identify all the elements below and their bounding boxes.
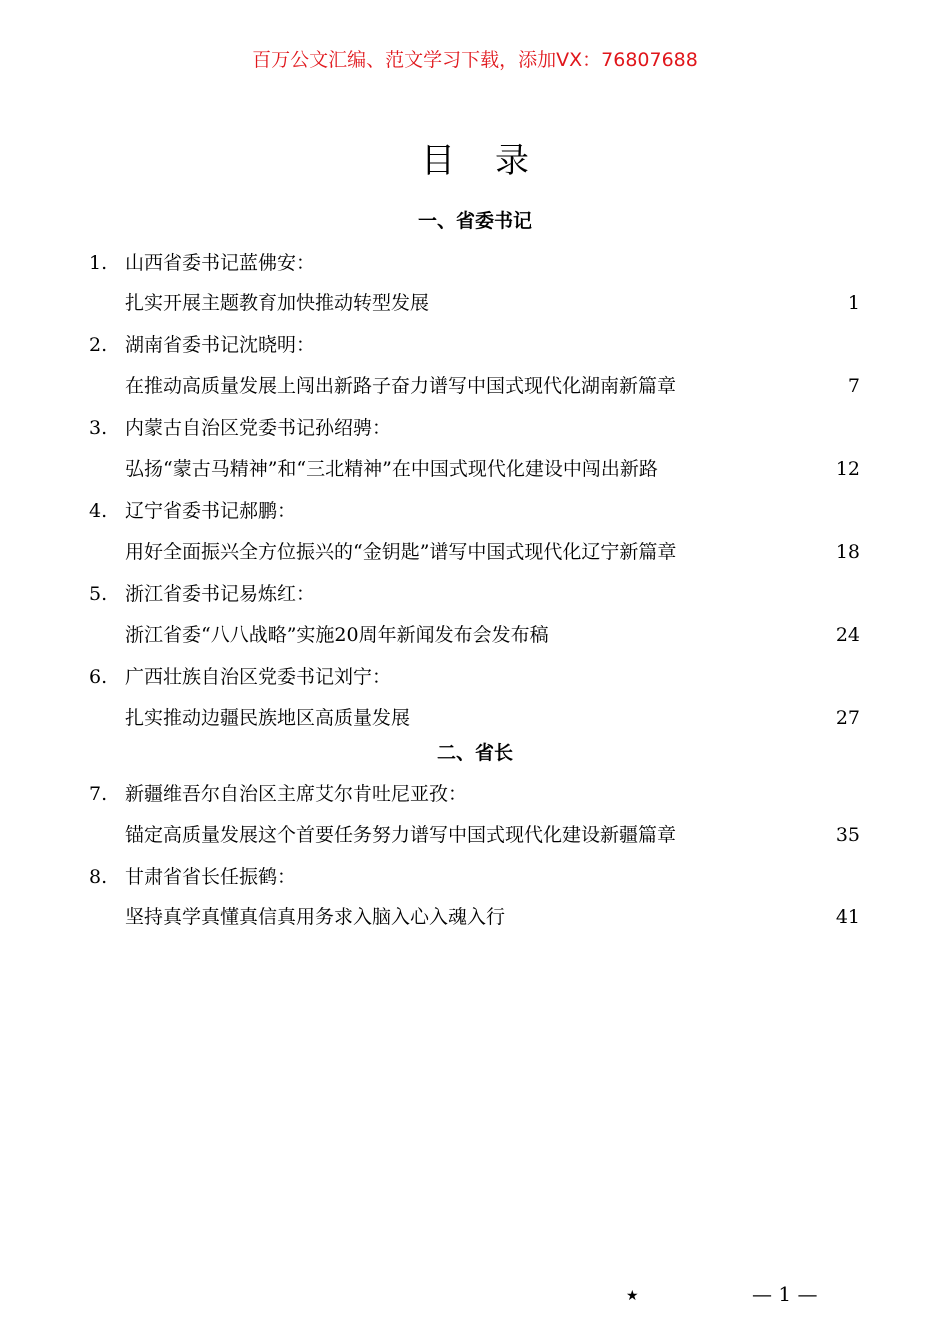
toc-entry-number: 1. xyxy=(89,252,108,274)
page-number: — 1 — xyxy=(752,1282,818,1306)
toc-entry-author[interactable]: 内蒙古自治区党委书记孙绍骋： xyxy=(125,417,392,439)
toc-entry-page[interactable]: 12 xyxy=(835,458,860,480)
toc-entry-title[interactable]: 坚持真学真懂真信真用务求入脑入心入魂入行 xyxy=(125,906,506,928)
toc-entry-number: 5. xyxy=(89,583,108,605)
toc-entry-title[interactable]: 在推动高质量发展上闯出新路子奋力谱写中国式现代化湖南新篇章 xyxy=(125,375,677,397)
toc-entry-title[interactable]: 弘扬“蒙古马精神”和“三北精神”在中国式现代化建设中闯出新路 xyxy=(125,458,658,480)
page-title-char-1: 目 xyxy=(421,141,455,181)
toc-entry-title[interactable]: 浙江省委“八八战略”实施20周年新闻发布会发布稿 xyxy=(125,624,549,646)
toc-entry-number: 7. xyxy=(89,783,108,805)
toc-entry-author[interactable]: 湖南省委书记沈晓明： xyxy=(125,334,316,356)
toc-entry-page[interactable]: 7 xyxy=(847,375,860,397)
toc-entry-author[interactable]: 广西壮族自治区党委书记刘宁： xyxy=(125,666,392,688)
toc-entry-title[interactable]: 锚定高质量发展这个首要任务努力谱写中国式现代化建设新疆篇章 xyxy=(125,824,677,846)
toc-entry-number: 3. xyxy=(89,417,108,439)
toc-entry-page[interactable]: 41 xyxy=(835,906,860,928)
toc-entry-page[interactable]: 1 xyxy=(847,292,860,314)
toc-entry-author[interactable]: 新疆维吾尔自治区主席艾尔肯吐尼亚孜： xyxy=(125,783,468,805)
star-icon: ★ xyxy=(626,1288,639,1304)
header-banner: 百万公文汇编、范文学习下载，添加VX：76807688 xyxy=(252,49,698,71)
toc-entry-page[interactable]: 24 xyxy=(835,624,860,646)
section-heading: 二、省长 xyxy=(436,742,513,764)
toc-entry-author[interactable]: 辽宁省委书记郝鹏： xyxy=(125,500,297,522)
toc-entry-author[interactable]: 浙江省委书记易炼红： xyxy=(125,583,316,605)
page-title-char-2: 录 xyxy=(495,141,529,181)
page-title xyxy=(0,138,950,184)
toc-entry-title[interactable]: 扎实推动边疆民族地区高质量发展 xyxy=(125,707,411,729)
toc-entry-page[interactable]: 35 xyxy=(835,824,860,846)
toc-entry-title[interactable]: 用好全面振兴全方位振兴的“金钥匙”谱写中国式现代化辽宁新篇章 xyxy=(125,541,677,563)
toc-entry-number: 8. xyxy=(89,866,108,888)
section-heading: 一、省委书记 xyxy=(417,210,532,232)
toc-entry-author[interactable]: 山西省委书记蓝佛安： xyxy=(125,252,316,274)
toc-entry-page[interactable]: 27 xyxy=(835,707,860,729)
toc-entry-number: 4. xyxy=(89,500,108,522)
toc-entry-title[interactable]: 扎实开展主题教育加快推动转型发展 xyxy=(125,292,430,314)
toc-entry-page[interactable]: 18 xyxy=(835,541,860,563)
toc-entry-number: 2. xyxy=(89,334,108,356)
toc-entry-number: 6. xyxy=(89,666,108,688)
toc-entry-author[interactable]: 甘肃省省长任振鹤： xyxy=(125,866,297,888)
